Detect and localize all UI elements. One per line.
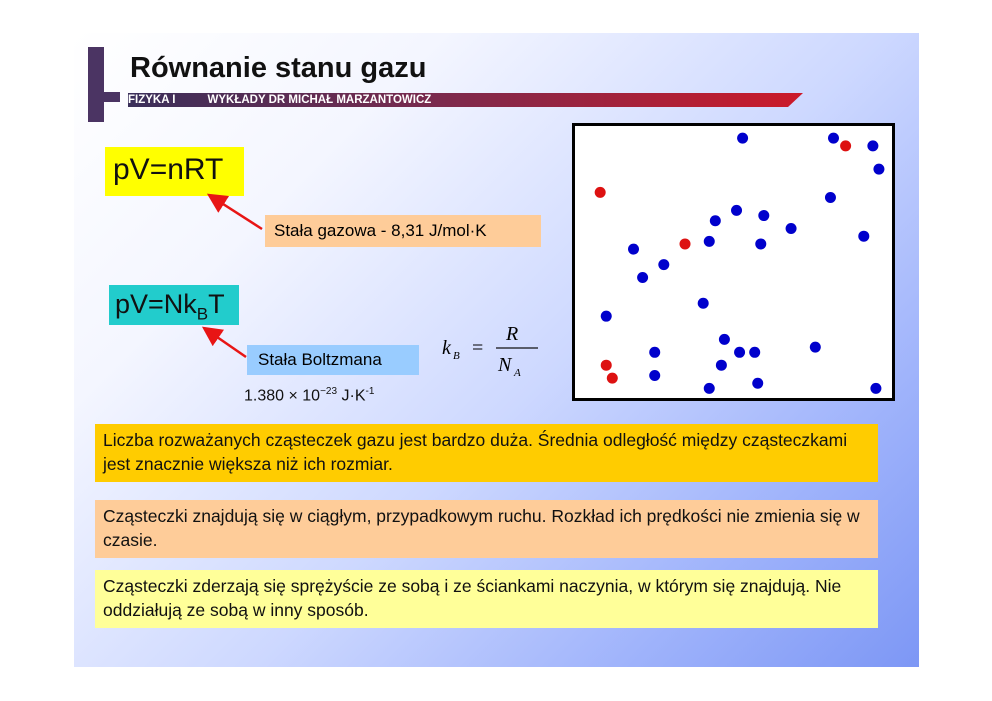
blue-particle xyxy=(704,383,715,394)
paragraph-1 xyxy=(95,424,878,482)
blue-particle xyxy=(601,311,612,322)
blue-particle xyxy=(752,378,763,389)
blue-particle xyxy=(825,192,836,203)
blue-particle xyxy=(870,383,881,394)
gas-constant-note: Stała gazowa - 8,31 J/mol·K xyxy=(265,215,541,247)
formula-numerator: R xyxy=(506,323,519,345)
boltzmann-equation-sub: B xyxy=(196,304,209,324)
blue-particle xyxy=(731,205,742,216)
blue-particle xyxy=(873,164,884,175)
blue-particle xyxy=(710,215,721,226)
blue-particle xyxy=(858,231,869,242)
blue-particle xyxy=(658,259,669,270)
blue-particle xyxy=(704,236,715,247)
formula-lhs-sub: B xyxy=(453,350,460,362)
kb-formula xyxy=(440,318,550,378)
boltzmann-equation-suffix: T xyxy=(208,289,225,319)
blue-particle xyxy=(649,370,660,381)
red-particle xyxy=(680,238,691,249)
boltzmann-equation-prefix: pV=Nk xyxy=(115,289,197,319)
paragraph-2-text: Cząsteczki znajdują się w ciągłym, przypadkowym ruchu. Rozkład ich prędkości nie zmienia się w czasie. xyxy=(103,506,860,550)
lecturer-label: WYKŁADY DR MICHAŁ MARZANTOWICZ xyxy=(207,94,432,106)
formula-denominator-sub: A xyxy=(514,367,521,378)
blue-particle xyxy=(637,272,648,283)
blue-particle xyxy=(810,342,821,353)
formula-lhs: k xyxy=(442,337,451,359)
red-particle xyxy=(601,360,612,371)
blue-particle xyxy=(716,360,727,371)
gas-particles xyxy=(575,126,892,398)
boltzmann-value xyxy=(244,386,374,405)
red-particle xyxy=(595,187,606,198)
boltzmann-arrow xyxy=(204,328,246,357)
blue-particle xyxy=(786,223,797,234)
blue-particle xyxy=(734,347,745,358)
blue-particle xyxy=(749,347,760,358)
gas-simulation-box xyxy=(572,123,895,401)
blue-particle xyxy=(755,238,766,249)
kb-value-base: 1.380 × 10 xyxy=(244,387,321,405)
gas-constant-arrow xyxy=(209,195,262,229)
red-particle xyxy=(840,140,851,151)
blue-particle xyxy=(649,347,660,358)
blue-particle xyxy=(698,298,709,309)
blue-particle xyxy=(628,244,639,255)
blue-particle xyxy=(867,140,878,151)
blue-particle xyxy=(737,133,748,144)
blue-particle xyxy=(758,210,769,221)
red-particle xyxy=(607,373,618,384)
formula-equals: = xyxy=(472,337,484,359)
boltzmann-note: Stała Boltzmana xyxy=(247,345,419,375)
paragraph-1-text: Liczba rozważanych cząsteczek gazu jest bardzo duża. Średnia odległość między cząsteczkami jest znacznie większa niż ich rozmiar. xyxy=(103,430,848,474)
kb-value-unit: J·K xyxy=(337,387,366,405)
paragraph-3-text: Cząsteczki zderzają się sprężyście ze sobą i ze ściankami naczynia, w którym się znajdują. Nie oddziałują ze sobą w inny sposób. xyxy=(103,576,842,620)
blue-particle xyxy=(719,334,730,345)
paragraph-3 xyxy=(95,570,878,628)
ideal-gas-equation: pV=nRT xyxy=(113,153,224,186)
course-label: FIZYKA I xyxy=(128,94,176,106)
slide-title: Równanie stanu gazu xyxy=(130,52,427,84)
paragraph-2 xyxy=(95,500,878,558)
kb-value-unit-exponent: -1 xyxy=(365,386,375,397)
formula-denominator: N xyxy=(498,354,512,376)
blue-particle xyxy=(828,133,839,144)
kb-value-exponent: −23 xyxy=(320,386,338,397)
